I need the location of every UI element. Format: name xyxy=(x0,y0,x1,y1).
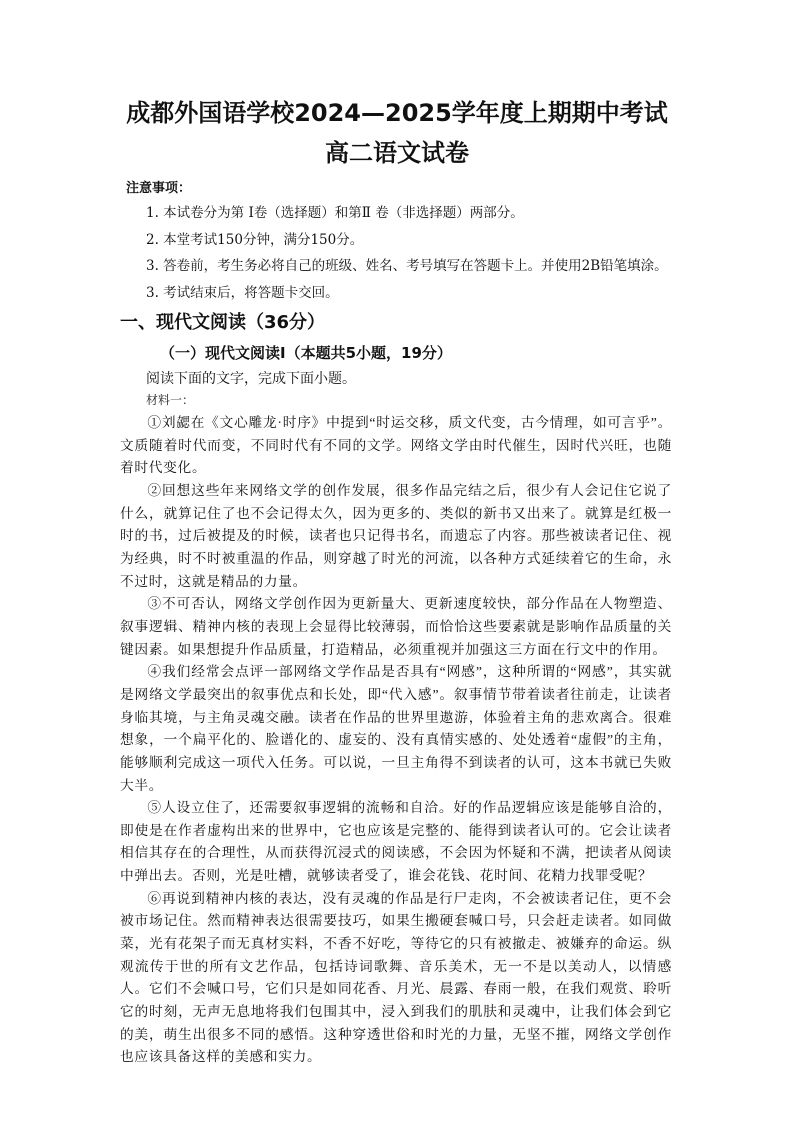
notice-list xyxy=(146,200,766,306)
reading-passage xyxy=(120,412,672,1069)
notice-item: 3. 考试结束后，将答题卡交回。 xyxy=(146,284,339,301)
passage-paragraph: ⑤人设立住了，还需要叙事逻辑的流畅和自洽。好的作品逻辑应该是能够自洽的，即使是在作者虚构出来的世界中，它也应该是完整的、能得到读者认可的。它会让读者相信其存在的合理性，从而获得沉浸式的阅读感，不会因为怀疑和不满，把读者从阅读中弹出去。否则，光是吐槽，就够读者受了，谁会花钱、花时间、花精力找罪受呢？ xyxy=(120,800,672,884)
notice-item: 3. 答卷前，考生务必将自己的班级、姓名、考号填写在答题卡上。并使用2B铅笔填涂。 xyxy=(146,258,668,274)
subsection-heading: （一）现代文阅读Ⅰ（本题共5小题，19分） xyxy=(160,344,452,362)
passage-paragraph: ①刘勰在《文心雕龙·时序》中提到“时运交移，质文代变，古今情理，如可言乎”。文质随着时代而变，不同时代有不同的文学。网络文学由时代催生，因时代兴旺，也随着时代变化。 xyxy=(120,415,672,476)
exam-title: 成都外国语学校2024—2025学年度上期期中考试 xyxy=(126,99,668,127)
section-heading: 一、现代文阅读（36分） xyxy=(120,312,326,333)
notice-heading: 注意事项： xyxy=(126,181,192,196)
passage-paragraph: ⑥再说到精神内核的表达，没有灵魂的作品是行尸走肉，不会被读者记住，更不会被市场记住。然而精神表达很需要技巧，如果生搬硬套喊口号，只会赶走读者。如同做菜，光有花架子而无真材实料，不香不好吃，等待它的只有被撤走、被嫌弃的命运。纵观流传于世的所有文艺作品，包括诗词歌舞、音乐美术，无一不是以美动人，以情感人。它们不会喊口号，它们只是如同花香、月光、晨露、春雨一般，在我们观赏、聆听它的时刻，无声无息地将我们包围其中，浸入到我们的肌肤和灵魂中，让我们体会到它的美，萌生出很多不同的感悟。这种穿透世俗和时光的力量，无坚不摧，网络文学创作也应该具备这样的美感和实力。 xyxy=(120,890,672,1065)
passage-paragraph: ②回想这些年来网络文学的创作发展，很多作品完结之后，很少有人会记住它说了什么，就算记住了也不会记得太久，因为更多的、类似的新书又出来了。就算是红极一时的书，过后被提及的时候，读者也只记得书名，而遗忘了内容。那些被读者记住、视为经典，时不时被重温的作品，则穿越了时光的河流，以各种方式延续着它的生命，永不过时，这就是精品的力量。 xyxy=(120,482,672,589)
reading-instruction: 阅读下面的文字，完成下面小题。 xyxy=(146,371,356,387)
notice-item: 1. 本试卷分为第 Ⅰ卷（选择题）和第Ⅱ 卷（非选择题）两部分。 xyxy=(146,205,524,221)
notice-item: 2. 本堂考试150分钟，满分150分。 xyxy=(146,231,364,248)
exam-subtitle: 高二语文试卷 xyxy=(325,139,469,167)
material-label: 材料一： xyxy=(146,393,195,407)
passage-paragraph: ③不可否认，网络文学创作因为更新量大、更新速度较快，部分作品在人物塑造、叙事逻辑、精神内核的表现上会显得比较薄弱，而恰恰这些要素就是影响作品质量的关键因素。如果想提升作品质量，打造精品，必须重视并加强这三方面在行文中的作用。 xyxy=(120,596,672,657)
passage-paragraph: ④我们经常会点评一部网络文学作品是否具有“网感”，这种所谓的“网感”，其实就是网络文学最突出的叙事优点和长处，即“代入感”。叙事情节带着读者往前走，让读者身临其境，与主角灵魂交融。读者在作品的世界里遨游，体验着主角的悲欢离合。很难想象，一个扁平化的、脸谱化的、虚妄的、没有真情实感的、处处透着“虚假”的主角，能够顺利完成这一项代入任务。可以说，一旦主角得不到读者的认可，这本书就已失败大半。 xyxy=(120,664,672,793)
